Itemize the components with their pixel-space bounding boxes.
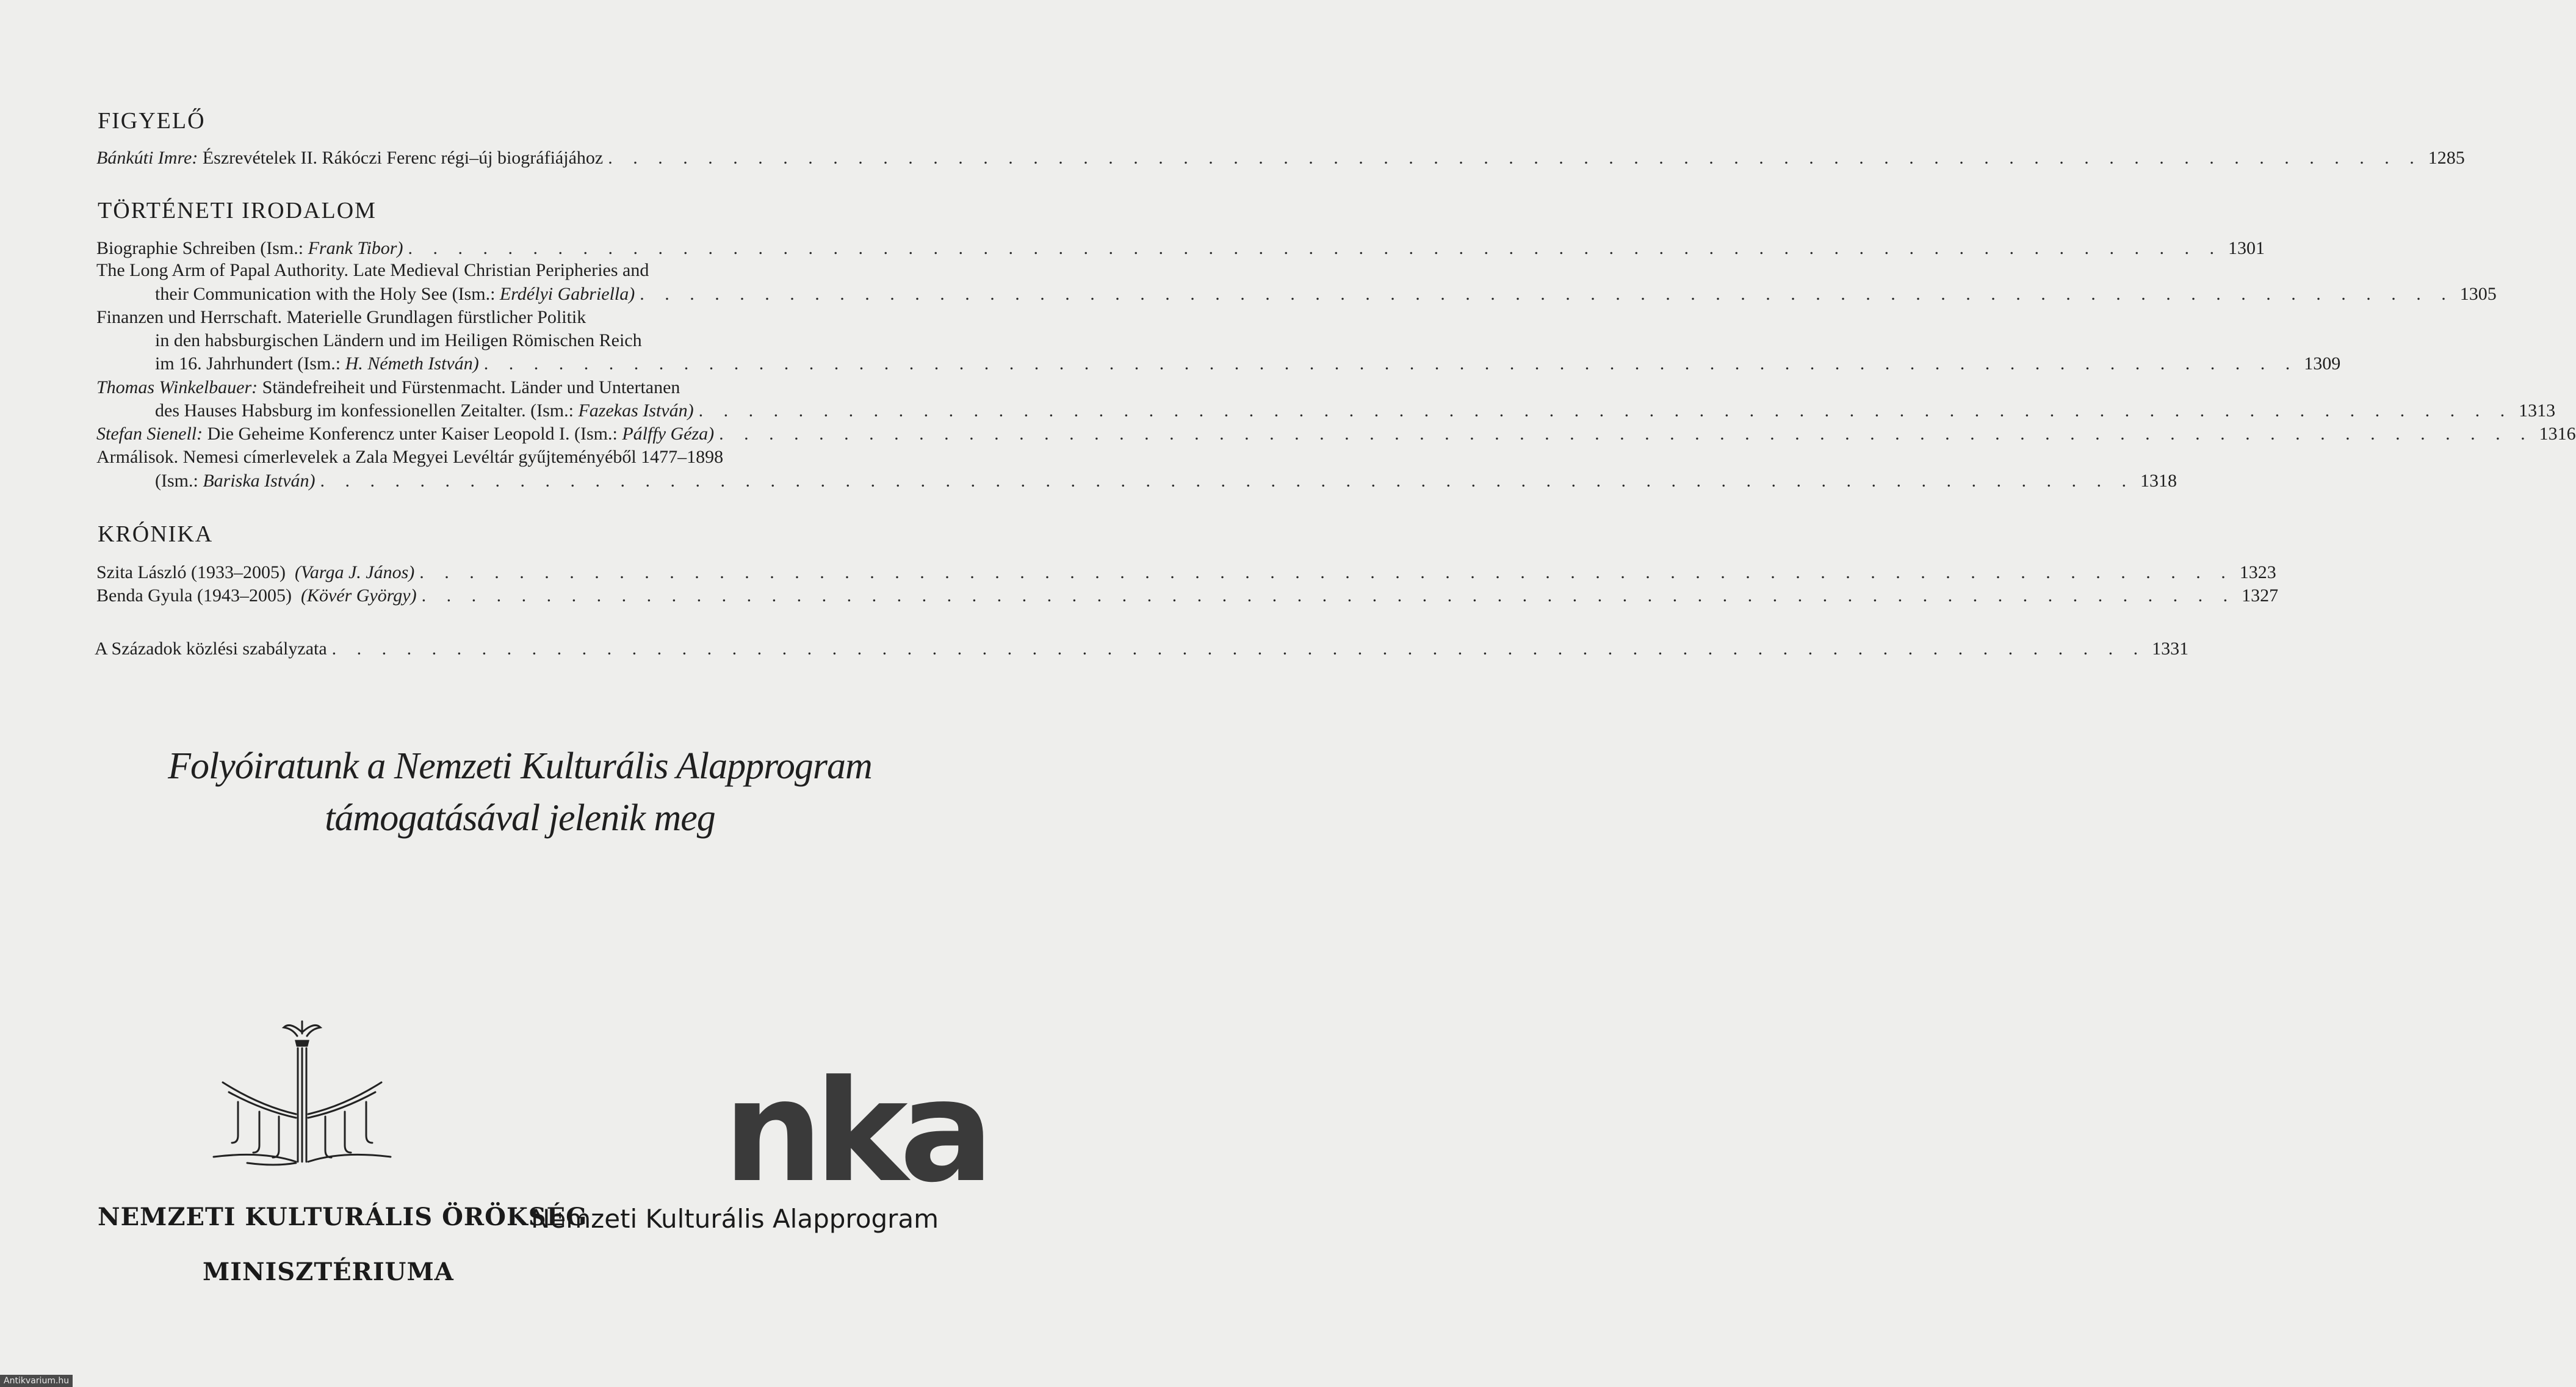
leader-dots: . . . . . . . . . . . . . . . . . . . . . . . . . . . . . . . . . . . . . . . . . . . . . . . . . . . . . . . . . . . . . . . . . . . . . . . . . [719,424,2533,444]
leader-dots: . . . . . . . . . . . . . . . . . . . . . . . . . . . . . . . . . . . . . . . . . . . . . . . . . . . . . . . . . . . . . . . . . . . . . . . . . [331,639,2146,659]
entry-title-line: Armálisok. Nemesi címerlevelek a Zala Megyei Levéltár gyűjteményéből 1477–1898 [96,447,724,467]
entry-page: 1301 [2228,238,2265,258]
entry-author: Thomas Winkelbauer: [96,377,258,397]
entry-title-line: Finanzen und Herrschaft. Materielle Grundlagen fürstlicher Politik [96,307,586,327]
nka-caption: Nemzeti Kulturális Alapprogram [531,1204,939,1234]
entry-reviewer: Frank Tibor) [308,238,403,258]
leader-dots: . . . . . . . . . . . . . . . . . . . . . . . . . . . . . . . . . . . . . . . . . . . . . . . . . . . . . . . . . . . . . . . . . . . . . . . . . [640,284,2454,304]
watermark: Antikvarium.hu [0,1375,73,1387]
entry-title: Ständefreiheit und Fürstenmacht. Länder und Untertanen [258,377,680,397]
toc-entry [96,585,2279,607]
entry-page: 1316 [2539,424,2576,444]
support-statement-line1: Folyóiratunk a Nemzeti Kulturális Alapprogram [168,745,872,787]
entry-title-line [96,377,963,399]
nka-logo: nka [723,1051,986,1214]
entry-reviewer: H. Németh István) [345,353,479,374]
support-statement-line2: támogatásával jelenik meg [325,797,715,839]
entry-page: 1313 [2519,400,2556,421]
entry-author: Stefan Sienell: [96,424,203,444]
temple-column-icon [211,1016,394,1181]
section-heading-kronika: KRÓNIKA [98,521,214,547]
leader-dots: . . . . . . . . . . . . . . . . . . . . . . . . . . . . . . . . . . . . . . . . . . . . . . . . . . . . . . . . . . . . . . . . . . . . . . . . . [421,585,2236,606]
toc-entry [96,423,2576,445]
entry-page: 1285 [2428,148,2465,168]
ministry-name-line2: MINISZTÉRIUMA [203,1258,454,1286]
leader-dots: . . . . . . . . . . . . . . . . . . . . . . . . . . . . . . . . . . . . . . . . . . . . . . . . . . . . . . . . . . . . . . . . . . . . . . . . . [408,238,2222,258]
entry-reviewer: Fazekas István) [578,400,694,421]
entry-reviewer: Bariska István) [203,471,316,491]
entry-title-line: in den habsburgischen Ländern und im Heiligen Römischen Reich [155,330,642,350]
entry-title-line: The Long Arm of Papal Authority. Late Medieval Christian Peripheries and [96,260,649,280]
entry-reviewer: Pálffy Géza) [622,424,715,444]
entry-page: 1305 [2459,284,2497,304]
entry-author: (Varga J. János) [294,562,415,582]
entry-page: 1309 [2304,353,2341,374]
leader-dots: . . . . . . . . . . . . . . . . . . . . . . . . . . . . . . . . . . . . . . . . . . . . . . . . . . . . . . . . . . . . . . . . . . . . . . . . . [608,148,2422,168]
section-heading-torteneti-irodalom: TÖRTÉNETI IRODALOM [98,198,377,223]
entry-title: Die Geheime Konferencz unter Kaiser Leopold I. (Ism.: [203,424,622,444]
entry-title: Észrevételek II. Rákóczi Ferenc régi–új biográfiájához [202,148,604,168]
leader-dots: . . . . . . . . . . . . . . . . . . . . . . . . . . . . . . . . . . . . . . . . . . . . . . . . . . . . . . . . . . . . . . . . . . . . . . . . . [483,353,2298,374]
entry-author: (Kövér György) [300,585,417,606]
entry-author: Bánkúti Imre: [96,148,198,168]
toc-entry [155,400,2556,422]
entry-title: Biographie Schreiben (Ism.: [96,238,308,258]
entry-title: Benda Gyula (1943–2005) [96,585,292,606]
entry-title: their Communication with the Holy See (Ism.: [155,284,500,304]
leader-dots: . . . . . . . . . . . . . . . . . . . . . . . . . . . . . . . . . . . . . . . . . . . . . . . . . . . . . . . . . . . . . . . . . . . . . . . . . [320,471,2134,491]
entry-title: des Hauses Habsburg im konfessionellen Zeitalter. (Ism.: [155,400,579,421]
entry-page: 1327 [2242,585,2279,606]
toc-entry [96,237,2265,259]
entry-title: A Századok közlési szabályzata [95,639,327,659]
entry-page: 1331 [2152,639,2189,659]
toc-entry [155,283,2497,305]
leader-dots: . . . . . . . . . . . . . . . . . . . . . . . . . . . . . . . . . . . . . . . . . . . . . . . . . . . . . . . . . . . . . . . . . . . . . . . . . [419,562,2234,582]
toc-entry [95,638,2189,660]
entry-reviewer: Erdélyi Gabriella) [499,284,635,304]
toc-entry [155,470,2177,492]
toc-entry [96,562,2276,584]
entry-title: (Ism.: [155,471,203,491]
leader-dots: . . . . . . . . . . . . . . . . . . . . . . . . . . . . . . . . . . . . . . . . . . . . . . . . . . . . . . . . . . . . . . . . . . . . . . . . . [698,400,2513,421]
section-heading-figyelo: FIGYELŐ [98,108,206,134]
toc-entry [155,353,2341,375]
toc-entry [96,147,2465,169]
entry-title: Szita László (1933–2005) [96,562,286,582]
entry-page: 1318 [2140,471,2177,491]
entry-page: 1323 [2239,562,2276,582]
entry-title: im 16. Jahrhundert (Ism.: [155,353,345,374]
ministry-name-line1: NEMZETI KULTURÁLIS ÖRÖKSÉG [98,1203,588,1231]
